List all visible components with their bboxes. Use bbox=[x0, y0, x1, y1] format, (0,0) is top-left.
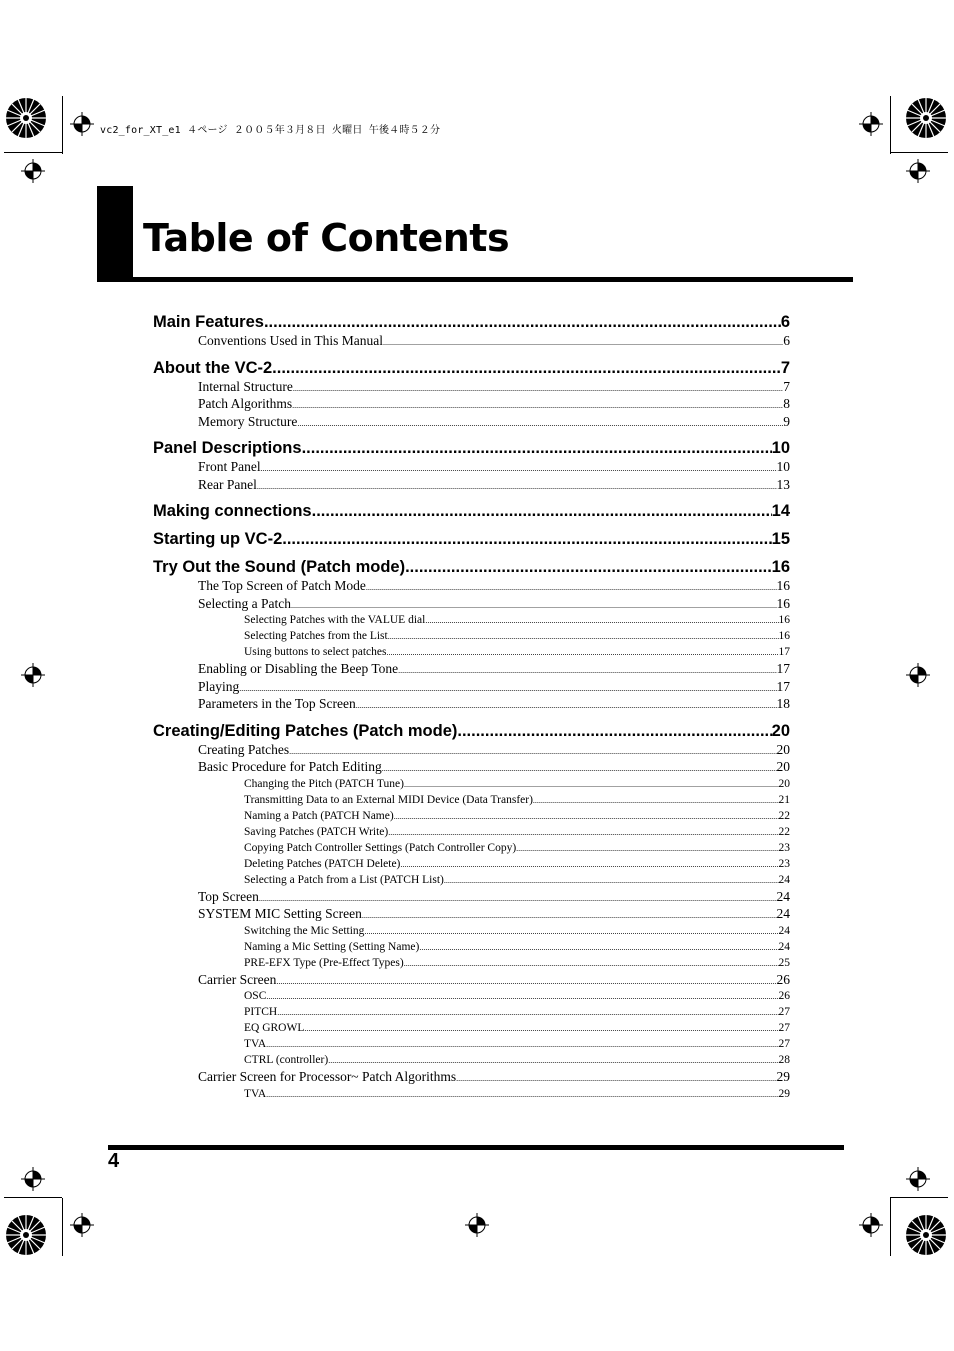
registration-sunburst-bottom-left bbox=[4, 1213, 48, 1257]
dot-leader bbox=[444, 873, 779, 889]
toc-entry-level-3[interactable] bbox=[244, 923, 790, 939]
registration-sunburst-top-right bbox=[904, 96, 948, 140]
dot-leader bbox=[456, 1070, 776, 1088]
toc-entry-title: Deleting Patches (PATCH Delete) bbox=[244, 857, 401, 870]
toc-entry-level-1[interactable] bbox=[153, 312, 790, 332]
dot-leader bbox=[266, 1037, 778, 1053]
toc-entry-level-3[interactable] bbox=[244, 792, 790, 808]
toc-entry-title: Memory Structure bbox=[198, 413, 298, 429]
dot-leader bbox=[366, 579, 777, 597]
toc-entry-level-1[interactable] bbox=[153, 501, 790, 521]
toc-entry-page: 17 bbox=[778, 646, 790, 658]
registration-target-top-right bbox=[859, 112, 883, 136]
toc-entry-title: CTRL (controller) bbox=[244, 1054, 329, 1066]
toc-entry-level-2[interactable] bbox=[198, 660, 790, 678]
toc-entry-page: 26 bbox=[778, 990, 790, 1002]
toc-entry-level-2[interactable] bbox=[198, 971, 790, 989]
toc-entry-level-2[interactable] bbox=[198, 458, 790, 476]
registration-target-bottom-right bbox=[859, 1213, 883, 1237]
toc-entry-level-3[interactable] bbox=[244, 1004, 790, 1020]
dot-leader bbox=[400, 857, 778, 873]
toc-entry-title: PITCH bbox=[244, 1006, 278, 1018]
toc-entry-level-3[interactable] bbox=[244, 808, 790, 824]
crop-line bbox=[890, 152, 948, 153]
dot-leader bbox=[405, 557, 772, 577]
toc-entry-title: Naming a Patch (PATCH Name) bbox=[244, 809, 394, 822]
registration-target-right-upper bbox=[906, 159, 930, 183]
toc-entry-title: TVA bbox=[244, 1038, 267, 1050]
toc-entry-level-2[interactable] bbox=[198, 595, 790, 613]
toc-entry-page: 7 bbox=[780, 358, 790, 377]
toc-entry-page: 27 bbox=[778, 1006, 790, 1018]
dot-leader bbox=[386, 645, 778, 661]
dot-leader bbox=[364, 924, 778, 940]
toc-entry-page: 13 bbox=[776, 476, 790, 492]
toc-entry-level-3[interactable] bbox=[244, 1020, 790, 1036]
toc-entry-page: 23 bbox=[778, 841, 790, 854]
toc-entry-title: Parameters in the Top Screen bbox=[198, 696, 356, 711]
toc-entry-page: 6 bbox=[780, 313, 790, 331]
toc-entry-level-1[interactable] bbox=[153, 358, 790, 378]
toc-entry-page: 14 bbox=[771, 502, 790, 520]
toc-entry-level-1[interactable] bbox=[153, 721, 790, 741]
crop-line bbox=[4, 152, 62, 153]
toc-entry-title: Switching the Mic Setting bbox=[244, 924, 365, 937]
toc-entry-title: EQ GROWL bbox=[244, 1022, 305, 1034]
toc-entry-level-2[interactable] bbox=[198, 1068, 790, 1086]
registration-target-right-lower bbox=[906, 1167, 930, 1191]
page-title: Table of Contents bbox=[143, 216, 510, 260]
toc-entry-title: About the VC-2 bbox=[153, 358, 273, 377]
dot-leader bbox=[457, 721, 771, 741]
registration-target-top-left bbox=[70, 112, 94, 136]
title-rule bbox=[97, 277, 853, 282]
toc-entry-page: 24 bbox=[776, 906, 790, 921]
dot-leader bbox=[257, 478, 777, 496]
toc-entry-level-3[interactable] bbox=[244, 988, 790, 1004]
toc-entry-page: 27 bbox=[778, 1022, 790, 1034]
registration-target-left-upper bbox=[21, 159, 45, 183]
toc-entry-page: 27 bbox=[778, 1038, 790, 1050]
print-header: vc2_for_XT_e1 ４ページ ２００５年３月８日 火曜日 午後４時５２分 bbox=[100, 125, 441, 136]
toc-entry-page: 24 bbox=[778, 924, 790, 937]
toc-entry-page: 6 bbox=[783, 333, 790, 348]
toc-entry-level-2[interactable] bbox=[198, 332, 790, 350]
toc-entry-level-2[interactable] bbox=[198, 888, 790, 906]
dot-leader bbox=[297, 415, 783, 433]
registration-target-left-middle bbox=[21, 663, 45, 687]
dot-leader bbox=[533, 793, 779, 809]
toc-entry-page: 29 bbox=[776, 1069, 790, 1084]
toc-entry-page: 17 bbox=[776, 661, 790, 676]
toc-entry-title: Saving Patches (PATCH Write) bbox=[244, 825, 389, 838]
dot-leader bbox=[419, 940, 778, 956]
toc-entry-title: Changing the Pitch (PATCH Tune) bbox=[244, 777, 404, 790]
dot-leader bbox=[266, 989, 778, 1005]
toc-entry-page: 20 bbox=[776, 759, 790, 774]
toc-entry-level-2[interactable] bbox=[198, 695, 790, 713]
toc-entry-title: Main Features bbox=[153, 313, 264, 331]
toc-entry-page: 16 bbox=[778, 614, 790, 626]
toc-entry-level-2[interactable] bbox=[198, 678, 790, 696]
toc-entry-level-2[interactable] bbox=[198, 905, 790, 923]
dot-leader bbox=[266, 1087, 778, 1103]
dot-leader bbox=[292, 397, 783, 415]
toc-entry-level-3[interactable] bbox=[244, 612, 790, 628]
toc-entry-level-2[interactable] bbox=[198, 378, 790, 396]
toc-entry-title: Carrier Screen bbox=[198, 971, 277, 987]
toc-entry-title: Front Panel bbox=[198, 459, 261, 474]
dot-leader bbox=[264, 312, 781, 332]
registration-sunburst-bottom-right bbox=[904, 1213, 948, 1257]
toc-entry-page: 26 bbox=[776, 971, 790, 987]
toc-entry-title: Using buttons to select patches bbox=[244, 646, 387, 658]
toc-entry-title: The Top Screen of Patch Mode bbox=[198, 578, 366, 593]
toc-entry-title: Basic Procedure for Patch Editing bbox=[198, 759, 382, 774]
toc-entry-level-3[interactable] bbox=[244, 1086, 790, 1102]
toc-entry-title: Copying Patch Controller Settings (Patch Controller Copy) bbox=[244, 841, 517, 854]
toc-entry-title: Selecting Patches with the VALUE dial bbox=[244, 614, 426, 626]
dot-leader bbox=[404, 777, 779, 793]
dot-leader bbox=[516, 841, 778, 857]
toc-entry-level-1[interactable] bbox=[153, 438, 790, 458]
crop-line bbox=[890, 1198, 891, 1256]
registration-target-bottom-left bbox=[70, 1213, 94, 1237]
toc-entry-title: SYSTEM MIC Setting Screen bbox=[198, 906, 362, 921]
toc-entry-page: 21 bbox=[778, 793, 790, 806]
toc-entry-page: 10 bbox=[776, 459, 790, 474]
toc-entry-level-3[interactable] bbox=[244, 824, 790, 840]
dot-leader bbox=[394, 809, 779, 825]
toc-entry-page: 8 bbox=[783, 396, 790, 411]
toc-entry-title: TVA bbox=[244, 1087, 267, 1100]
toc-entry-page: 23 bbox=[778, 857, 790, 870]
toc-entry-title: Making connections bbox=[153, 502, 312, 520]
crop-line bbox=[890, 96, 891, 154]
toc-entry-page: 24 bbox=[776, 888, 790, 904]
toc-entry-page: 24 bbox=[778, 940, 790, 953]
dot-leader bbox=[312, 501, 772, 521]
dot-leader bbox=[425, 613, 778, 629]
toc-entry-title: Internal Structure bbox=[198, 378, 293, 394]
toc-entry-title: OSC bbox=[244, 990, 267, 1002]
registration-target-left-lower bbox=[21, 1167, 45, 1191]
toc-entry-level-2[interactable] bbox=[198, 577, 790, 595]
registration-sunburst-top-left bbox=[4, 96, 48, 140]
dot-leader bbox=[382, 760, 777, 778]
toc-entry-level-3[interactable] bbox=[244, 939, 790, 955]
toc-entry-level-3[interactable] bbox=[244, 856, 790, 872]
toc-entry-level-2[interactable] bbox=[198, 741, 790, 759]
toc-entry-level-2[interactable] bbox=[198, 395, 790, 413]
dot-leader bbox=[356, 697, 777, 715]
toc-entry-page: 16 bbox=[771, 558, 790, 576]
dot-leader bbox=[276, 973, 776, 991]
toc-entry-page: 20 bbox=[776, 741, 790, 757]
toc-entry-title: Panel Descriptions bbox=[153, 439, 302, 457]
dot-leader bbox=[398, 662, 776, 680]
toc-entry-page: 22 bbox=[778, 825, 790, 838]
toc-entry-page: 16 bbox=[778, 630, 790, 642]
dot-leader bbox=[362, 907, 777, 925]
dot-leader bbox=[282, 529, 771, 549]
dot-leader bbox=[272, 358, 781, 378]
toc-entry-title: Top Screen bbox=[198, 888, 259, 904]
toc-entry-page: 20 bbox=[778, 777, 790, 790]
dot-leader bbox=[383, 334, 783, 352]
dot-leader bbox=[404, 956, 779, 972]
toc-entry-level-3[interactable] bbox=[244, 1052, 790, 1068]
dot-leader bbox=[277, 1005, 778, 1021]
toc-entry-page: 29 bbox=[778, 1087, 790, 1100]
toc-entry-level-2[interactable] bbox=[198, 476, 790, 494]
toc-entry-page: 18 bbox=[776, 696, 790, 711]
toc-entry-title: Starting up VC-2 bbox=[153, 530, 283, 548]
toc-entry-title: Enabling or Disabling the Beep Tone bbox=[198, 661, 399, 676]
footer-rule bbox=[108, 1145, 844, 1150]
registration-target-bottom-center bbox=[465, 1213, 489, 1237]
toc-entry-title: Playing bbox=[198, 678, 240, 694]
dot-leader bbox=[328, 1053, 778, 1069]
toc-entry-title: Selecting Patches from the List bbox=[244, 630, 388, 642]
toc-entry-title: Rear Panel bbox=[198, 476, 257, 492]
title-bar bbox=[97, 186, 133, 281]
page-number: 4 bbox=[108, 1150, 120, 1172]
toc-entry-title: Conventions Used in This Manual bbox=[198, 333, 383, 348]
toc-entry-page: 22 bbox=[778, 809, 790, 822]
toc-entry-page: 28 bbox=[778, 1054, 790, 1066]
toc-entry-level-1[interactable] bbox=[153, 529, 790, 549]
toc-entry-level-1[interactable] bbox=[153, 557, 790, 577]
toc-entry-title: Patch Algorithms bbox=[198, 396, 293, 411]
crop-line bbox=[62, 1198, 63, 1256]
toc-entry-title: Creating Patches bbox=[198, 741, 290, 757]
dot-leader bbox=[304, 1021, 778, 1037]
toc-entry-level-2[interactable] bbox=[198, 758, 790, 776]
toc-entry-page: 10 bbox=[771, 439, 790, 457]
toc-entry-page: 9 bbox=[783, 413, 790, 429]
dot-leader bbox=[302, 438, 772, 458]
toc-entry-level-3[interactable] bbox=[244, 628, 790, 644]
toc-entry-level-3[interactable] bbox=[244, 1036, 790, 1052]
toc-entry-title: Try Out the Sound (Patch mode) bbox=[153, 558, 406, 576]
toc-entry-page: 15 bbox=[771, 530, 790, 548]
crop-line bbox=[4, 1197, 62, 1198]
toc-entry-page: 7 bbox=[783, 378, 790, 394]
toc-entry-level-2[interactable] bbox=[198, 413, 790, 431]
crop-line bbox=[890, 1197, 948, 1198]
dot-leader bbox=[388, 825, 778, 841]
crop-line bbox=[62, 96, 63, 154]
toc-entry-title: Selecting a Patch from a List (PATCH List) bbox=[244, 873, 444, 886]
toc-entry-title: Carrier Screen for Processor~ Patch Algorithms bbox=[198, 1069, 457, 1084]
toc-entry-page: 17 bbox=[776, 678, 790, 694]
toc-entry-title: Transmitting Data to an External MIDI Device (Data Transfer) bbox=[244, 793, 533, 806]
toc-entry-page: 16 bbox=[776, 595, 790, 611]
toc-entry-level-3[interactable] bbox=[244, 840, 790, 856]
toc-entry-page: 20 bbox=[771, 721, 790, 740]
toc-entry-page: 16 bbox=[776, 578, 790, 593]
toc-entry-title: Creating/Editing Patches (Patch mode) bbox=[153, 721, 458, 740]
dot-leader bbox=[388, 629, 779, 645]
toc-entry-level-3[interactable] bbox=[244, 872, 790, 888]
toc-entry-page: 25 bbox=[778, 956, 790, 969]
toc-entry-title: PRE-EFX Type (Pre-Effect Types) bbox=[244, 956, 404, 969]
toc-entry-title: Naming a Mic Setting (Setting Name) bbox=[244, 940, 420, 953]
registration-target-right-middle bbox=[906, 663, 930, 687]
toc-entry-level-3[interactable] bbox=[244, 644, 790, 660]
toc-entry-page: 24 bbox=[778, 873, 790, 886]
dot-leader bbox=[261, 460, 777, 478]
toc-entry-level-3[interactable] bbox=[244, 955, 790, 971]
toc-entry-title: Selecting a Patch bbox=[198, 595, 291, 611]
toc-list bbox=[153, 312, 790, 1102]
toc-entry-level-3[interactable] bbox=[244, 776, 790, 792]
dot-leader bbox=[293, 380, 783, 398]
